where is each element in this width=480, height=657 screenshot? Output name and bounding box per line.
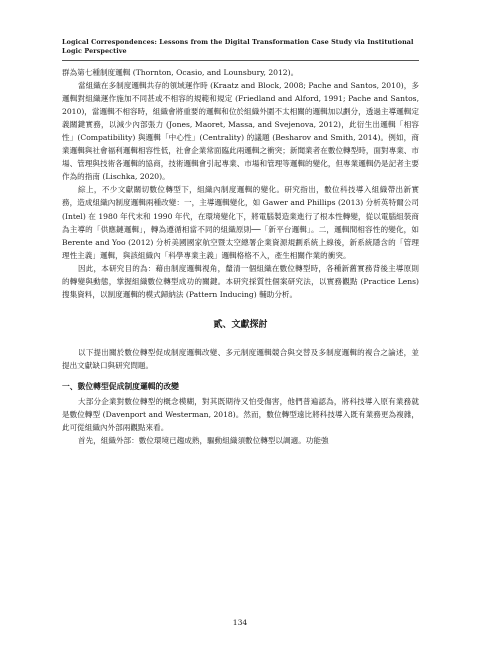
running-header: Logical Correspondences: Lessons from the Digital Transformation Case Study via Institutional Logic Perspective	[62, 38, 414, 55]
subsection-paragraph-2: 首先，組織外部：數位環境已趨成熟，驅動組織須數位轉型以調適。功能強	[78, 436, 329, 446]
subsection-heading: 一、數位轉型促成制度邏輯的改變	[62, 381, 179, 391]
paragraph-4: 因此，本研究目的為：藉由制度邏輯視角，釐清一個組織在數位轉型時，各種新舊實務背後主導原則的轉變與動態，掌握組織數位轉型成功的關鍵。本研究採質性個案研究法，以實務觀點 (Practice Lens) 搜集資料，以制度邏輯的模式歸納法 (Pattern Inducing) 輔助分析。	[62, 263, 419, 299]
section-intro: 以下提出關於數位轉型促成制度邏輯改變、多元制度邏輯競合與交替及多制度邏輯的複合之論述，並提出文獻缺口與研究問題。	[62, 347, 419, 370]
paragraph-2: 當組織在多制度邏輯共存的領域運作時 (Kraatz and Block, 2008; Pache and Santos, 2010)，多邏輯對組織運作施加不同甚或不相容的規範和規定 (Friedland and Alford, 1991; Pache and Santos, 2010)，當邏輯不相容時，組織會將重要的邏輯和位於組織外圍不太相關的邏輯加以劃分，透過主導邏輯定義關鍵實務，以減少內部張力 (Jones, Maoret, Massa, and Svejenova, 2012)，此衍生出邏輯「相容性」(Compatibility) 與邏輯「中心性」(Centrality) 的議題 (Besharov and Smith, 2014)。例如，商業邏輯與社會福利邏輯相容性低，社會企業常面臨此兩邏輯之衝突；新聞業者在數位轉型時，面對專業、市場、管理與技術各邏輯的協商，技術邏輯會引起專業、市場和管理等邏輯的變化，但專業邏輯仍是記者主要作為的指南 (Lischka, 2020)。	[62, 81, 419, 182]
paragraph-3: 綜上，不少文獻關切數位轉型下，組織內制度邏輯的變化。研究指出，數位科技導入組織帶出新實務，造成組織內制度邏輯兩種改變：一，主導邏輯變化，如 Gawer and Phillips (2013) 分析英特爾公司 (Intel) 在 1980 年代末和 1990 年代，在環境變化下，將電腦製造業進行了根本性轉變，從以電腦組裝商為主導的「供應鏈邏輯」，轉為遵循相當不同的組織原則──「新平台邏輯」。二，邏輯間相容性的變化，如 Berente and Yoo (2012) 分析美國國家航空暨太空總署企業資源規劃系統上線後，新系統隱含的「管理理性主義」邏輯，與該組織內「科學專業主義」邏輯格格不入，產生相關作業的衝突。	[62, 185, 419, 260]
body-text	[62, 66, 419, 447]
subsection-paragraph-1: 大部分企業對數位轉型的概念模糊，對其既期待又怕受傷害，他們普遍認為，將科技導入原有業務就是數位轉型 (Davenport and Westerman, 2018)。然而，數位轉型遠比將科技導入既有業務更為複雜，此可從組織內外部兩觀點來看。	[62, 396, 419, 433]
paragraph-1: 群為第七種制度邏輯 (Thornton, Ocasio, and Lounsbury, 2012)。	[62, 68, 299, 77]
section-heading: 貳、文獻探討	[213, 319, 268, 330]
header-rule	[62, 60, 419, 61]
page-number: 134	[232, 618, 248, 627]
